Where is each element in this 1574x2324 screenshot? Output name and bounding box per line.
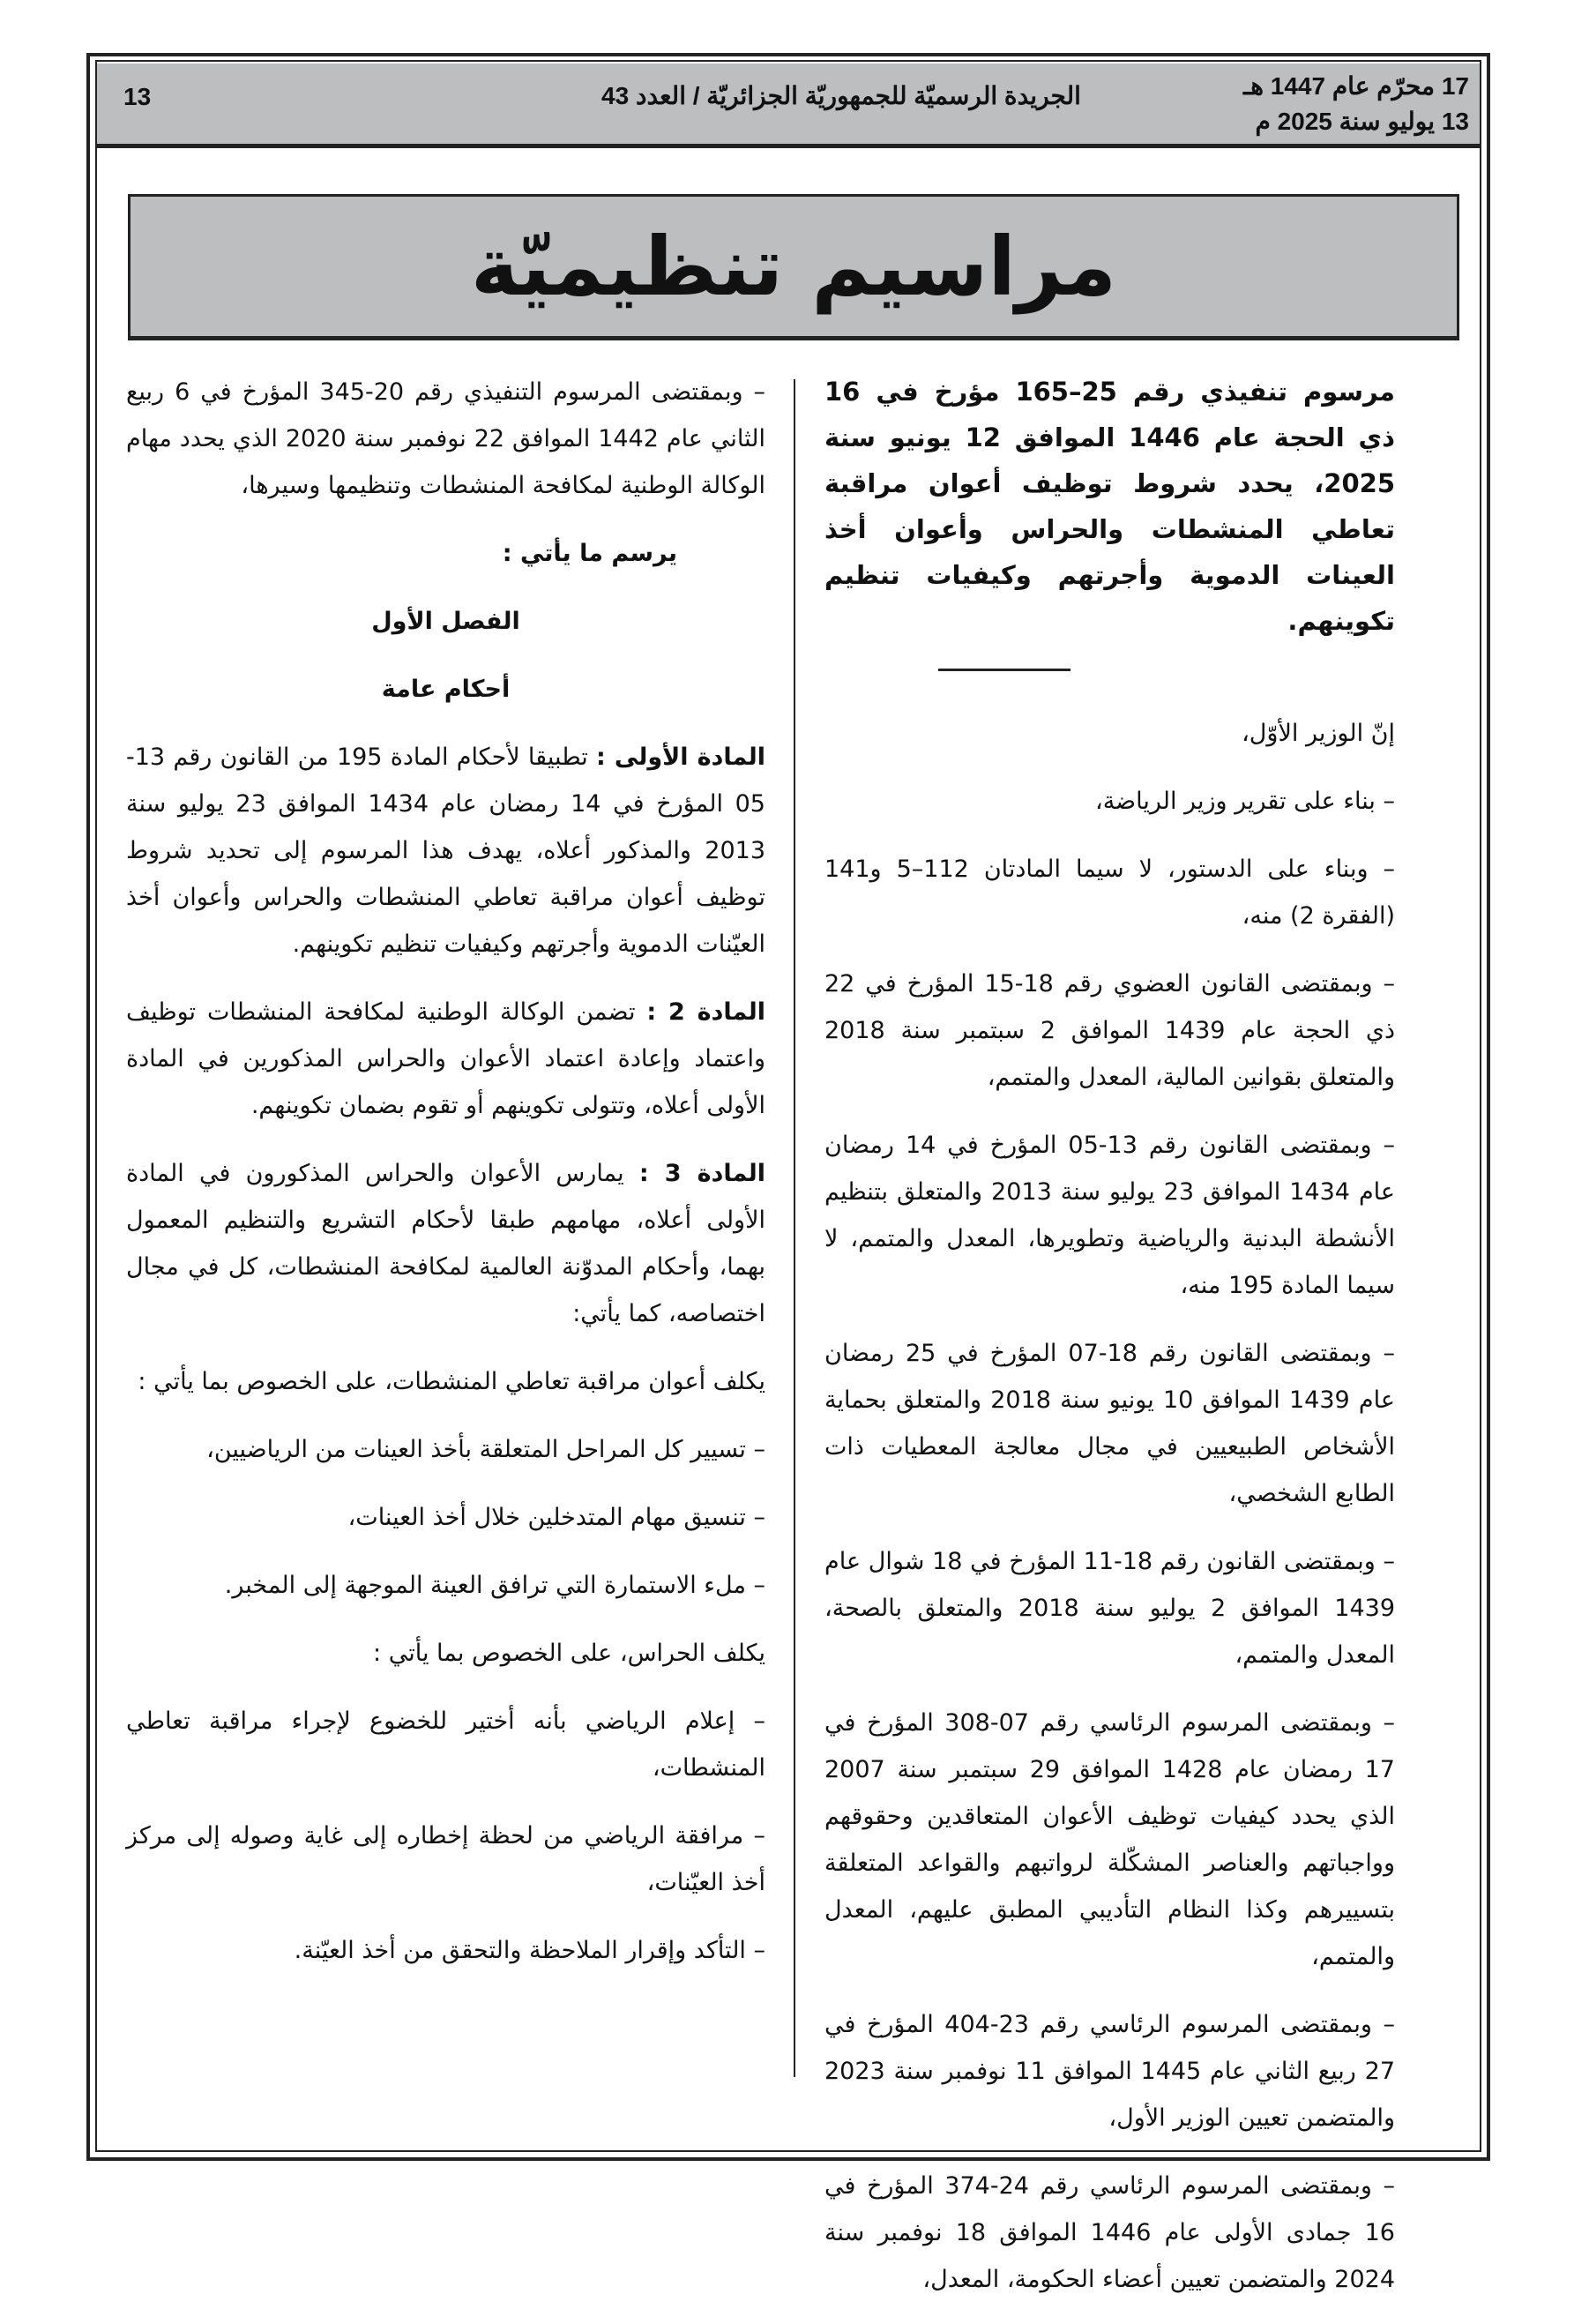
list-item: يكلف الحراس، على الخصوص بما يأتي : [373,1640,765,1667]
article-label: المادة الأولى : [596,744,765,771]
chapter-heading: الفصل الأول [371,608,520,635]
right-column [824,369,1395,2324]
column-divider [794,379,795,2077]
list-item: يكلف أعوان مراقبة تعاطي المنشطات، على الخصوص بما يأتي : [138,1368,765,1395]
article-1 [126,734,765,968]
list-item: – التأكد وإقرار الملاحظة والتحقق من أخذ العيّنة. [294,1937,765,1964]
paragraph: – وبمقتضى المرسوم التنفيذي رقم 20-345 المؤرخ في 6 ربيع الثاني عام 1442 الموافق 22 نوفمبر سنة 2020 الذي يحدد مهام الوكالة الوطنية لمكافحة المنشطات وتنظيمها وسيرها، [126,378,766,499]
article-2 [126,989,765,1129]
list-item: – تنسيق مهام المتدخلين خلال أخذ العينات، [347,1504,765,1531]
paragraph: – وبمقتضى القانون رقم 18-11 المؤرخ في 18 شوال عام 1439 الموافق 2 يوليو سنة 2018 والمتعلق بالصحة، المعدل والمتمم، [824,1548,1396,1669]
article-label: المادة 2 : [646,998,765,1026]
paragraph: – وبمقتضى المرسوم الرئاسي رقم 24-374 المؤرخ في 16 جمادى الأولى عام 1446 الموافق 18 نوفمبر سنة 2024 والمتضمن تعيين أعضاء الحكومة، المعدل، [824,2172,1395,2293]
article-label: المادة 3 : [638,1160,765,1187]
page-number: 13 [123,83,152,110]
article-text: تطبيقا لأحكام المادة 195 من القانون رقم 13-05 المؤرخ في 14 رمضان عام 1434 الموافق 23 يوليو سنة 2013 والمذكور أعلاه، يهدف هذا المرسوم إلى تحديد شروط توظيف أعوان مراقبة تعاطي المنشطات والحراس وأعوان أخذ العيّنات الدموية وأجرتهم وكيفيات تنظيم تكوينهم. [126,744,765,958]
list-item: – إعلام الرياضي بأنه أختير للخضوع لإجراء مراقبة تعاطي المنشطات، [126,1708,765,1782]
list-item: – مرافقة الرياضي من لحظة إخطاره إلى غاية وصوله إلى مركز أخذ العيّنات، [126,1822,765,1896]
hijri-date: 17 محرّم عام 1447 هـ [1243,72,1469,100]
article-text: تضمن الوكالة الوطنية لمكافحة المنشطات توظيف واعتماد وإعادة اعتماد الأعوان والحراس المذكورين في المادة الأولى أعلاه، وتتولى تكوينهم أو تقوم بضمان تكوينهم. [126,998,765,1119]
paragraph: – وبمقتضى القانون رقم 13-05 المؤرخ في 14 رمضان عام 1434 الموافق 23 يوليو سنة 2013 والمتعلق بتنظيم الأنشطة البدنية والرياضية وتطويرها، المعدل والمتمم، لا سيما المادة 195 منه، [824,1132,1395,1299]
decrees-heading: يرسم ما يأتي : [502,540,677,567]
list-item: – ملء الاستمارة التي ترافق العينة الموجهة إلى المخبر. [224,1572,765,1599]
paragraph: – وبناء على الدستور، لا سيما المادتان 112–5 و141 (الفقرة 2) منه، [824,856,1396,930]
chapter-title: أحكام عامة [381,676,511,703]
title-rule [938,669,1070,671]
paragraph: – بناء على تقرير وزير الرياضة، [1094,788,1395,815]
left-column [126,369,765,1995]
article-text: يمارس الأعوان والحراس المذكورون في المادة الأولى أعلاه، مهامهم طبقا لأحكام التشريع والتنظيم المعمول بهما، وأحكام المدوّنة العالمية لمكافحة المنشطات، كل في مجال اختصاصه، كما يأتي: [126,1160,765,1327]
paragraph: – وبمقتضى القانون رقم 18-07 المؤرخ في 25 رمضان عام 1439 الموافق 10 يونيو سنة 2018 والمتعلق بحماية الأشخاص الطبيعيين في مجال معالجة المعطيات ذات الطابع الشخصي، [824,1340,1395,1507]
decree-title: مرسوم تنفيذي رقم 25–165 مؤرخ في 16 ذي الحجة عام 1446 الموافق 12 يونيو سنة 2025، يحدد شروط توظيف أعوان مراقبة تعاطي المنشطات والحراس وأعوان أخذ العينات الدموية وأجرتهم وكيفيات تنظيم تكوينهم. [824,377,1396,636]
journal-title: الجريدة الرسميّة للجمهوريّة الجزائريّة / العدد 43 [601,82,1081,109]
section-title: مراسيم تنظيميّة [470,219,1117,314]
section-title-box [128,194,1459,340]
article-3 [126,1150,765,1337]
gregorian-date: 13 يوليو سنة 2025 م [1255,108,1469,135]
paragraph: – وبمقتضى المرسوم الرئاسي رقم 07-308 المؤرخ في 17 رمضان عام 1428 الموافق 29 سبتمبر سنة 2007 الذي يحدد كيفيات توظيف الأعوان المتعاقدين وحقوقهم وواجباتهم والعناصر المشكّلة لرواتبهم والقواعد المتعلقة بتسييرهم وكذا النظام التأديبي المطبق عليهم، المعدل والمتمم، [824,1709,1395,1970]
paragraph: – وبمقتضى القانون العضوي رقم 18-15 المؤرخ في 22 ذي الحجة عام 1439 الموافق 2 سبتمبر سنة 2018 والمتعلق بقوانين المالية، المعدل والمتمم، [824,970,1395,1091]
page-header [97,64,1480,148]
paragraph: إنّ الوزير الأوّل، [1242,720,1395,747]
list-item: – تسيير كل المراحل المتعلقة بأخذ العينات من الرياضيين، [206,1436,765,1463]
paragraph: – وبمقتضى المرسوم الرئاسي رقم 23-404 المؤرخ في 27 ربيع الثاني عام 1445 الموافق 11 نوفمبر سنة 2023 والمتضمن تعيين الوزير الأول، [824,2011,1395,2132]
